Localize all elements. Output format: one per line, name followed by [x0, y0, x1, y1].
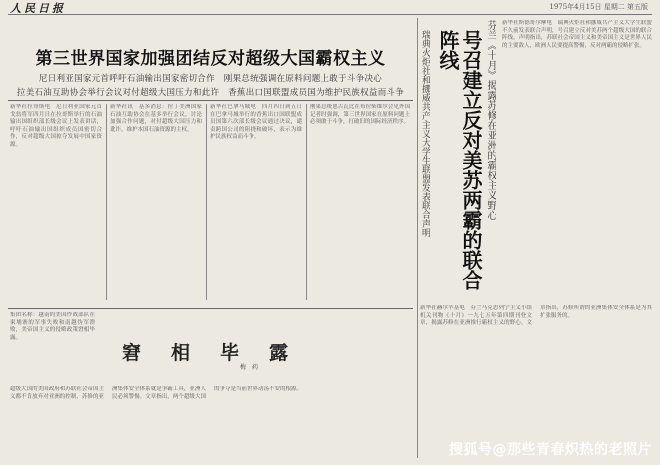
section-title: 窘相毕露	[121, 342, 318, 364]
column-4-text: 刚果总统恩古瓦比在布拉柴维尔会见外国记者时强调，第三世界国家在原料问题上必须敢于斗争，打破旧的国际经济秩序。	[310, 104, 410, 126]
right-lower-body-text: 新华社赫尔辛基电 芬兰马克思列宁主义小组机关刊物《十月》一九七五年第四期刊登文章，揭露苏修在亚洲推行霸权主义的野心。文章指出，苏修所谓的亚洲集体安全体系是为其扩张服务的。	[420, 305, 652, 327]
section-intro-text: 集团名称：越南的美国作战部队在柬埔寨的军事失败和南越伪军溃败，美帝国主义的侵略政策窘相毕露。	[10, 312, 95, 341]
subhead-1: 尼日利亚国家元首呼吁石油输出国家密切合作 刚果总统强调在原料问题上敢于斗争决心	[38, 74, 383, 84]
masthead	[8, 0, 652, 15]
column-divider	[306, 104, 307, 300]
column-2-text: 新华社讯 基多消息：拉丁美洲国家石油互助协会在基多举行会议，讨论加强合作问题，对付超级大国压力和讹诈，维护本国石油资源的主权。	[110, 104, 202, 133]
section-body	[10, 386, 410, 458]
column-3	[210, 104, 302, 304]
right-kicker: 芬兰《十月》揭露苏修在亚洲的霸权主义野心	[485, 20, 496, 220]
column-2	[110, 104, 202, 304]
subhead-2: 拉美石油互助协会举行会议对付超级大国压力和此许 香蕉出口国联盟成员国为维护民族权益而斗争	[16, 88, 405, 98]
right-subkicker: 瑞典火炬社和挪威共产主义大学生联盟发表联合声明	[420, 30, 430, 237]
masthead-name: 人民日报	[10, 2, 66, 15]
column-3-text: 新华社巴拿马城电 四月四日到五日在巴拿马城举行的香蕉出口国联盟成员国第六次部长级会议通过决议，谴责跨国公司的阻挠和破坏，表示为维护民族权益而斗争。	[210, 104, 302, 141]
section-body-text: 超级大国的美国政府和苏联社会帝国主义都不肯放弃对亚洲的控制，苏修的亚洲集体安全体系就是争霸工具，亚洲人民必须警惕。文章指出，两个超级大国的争夺是当前世界动荡不安的根源。	[10, 386, 303, 400]
divider	[8, 308, 413, 309]
column-divider	[106, 104, 107, 300]
right-body	[502, 20, 652, 300]
column-4	[310, 104, 410, 304]
main-headline: 第三世界国家加强团结反对超级大国霸权主义	[35, 49, 386, 69]
right-headline: 号召建立反对美苏两霸的联合阵线	[436, 30, 483, 290]
watermark: 搜狐号@那些青春炽热的老照片	[449, 442, 652, 458]
divider	[8, 100, 413, 101]
column-1	[10, 104, 102, 304]
column-1-text: 新华社拉哥斯电 尼日利亚国家元首戈翁将军四月日在拉哥斯举行的石油输出国组织部长级会议上发表讲话，呼吁石油输出国组织成员国密切合作，反对超级大国掠夺发展中国家资源。	[10, 104, 102, 148]
right-body-text: 新华社斯德哥尔摩电 瑞典火炬社和挪威共产主义大学生联盟不久前发表联合声明，号召建立反对美苏两个超级大国的联合阵线。声明指出，苏联社会帝国主义和美帝国主义是世界人民的主要敌人，欧洲人民要提高警惕，反对两霸的侵略扩张。	[502, 20, 652, 49]
right-lower-body	[420, 305, 652, 425]
column-divider	[206, 104, 207, 300]
section-intro	[10, 312, 95, 382]
column-divider	[417, 18, 418, 458]
section-author: 梅 药	[240, 364, 259, 371]
masthead-date: 1975年4月15日 星期二 第五版	[549, 3, 648, 11]
